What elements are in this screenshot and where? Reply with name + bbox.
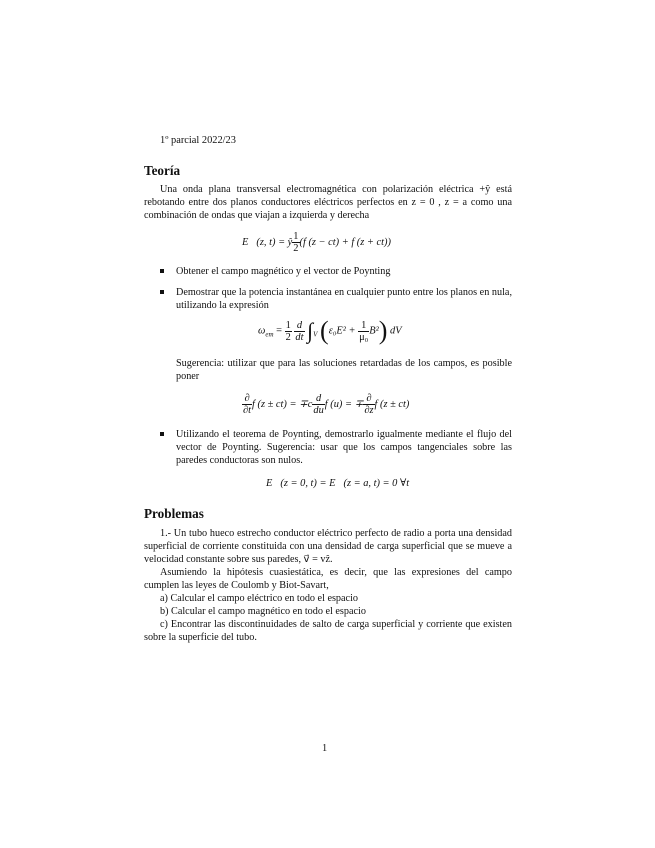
problem-1-statement: 1.- Un tubo hueco estrecho conductor eléctrico perfecto de radio a porta una densidad superficial de corriente constituida con una densidad de carga superficial que se mueve a velocidad constante sobre sus paredes, v⃗ = vẑ. [144,528,512,565]
bullet-item-3: Utilizando el teorema de Poynting, demostrarlo igualmente mediante el flujo del vector de Poynting. Sugerencia: usar que los campos tangenciales sobre las paredes conductoras son nulos. [160,428,512,467]
bullet-item-1: Obtener el campo magnético y el vector de Poynting [160,265,512,278]
equation-boundary: E⃗(z = 0, t) = E⃗(z = a, t) = 0 ∀t [266,478,410,489]
eq1-rhs: (f (z − ct) + f (z + ct)) [299,236,391,248]
equation-field-e [242,231,391,254]
equation-energy: $\omega_{em}$ = $\frac{1}{2}$ $\frac{d}{dt}$ $\int_V$ (ε₀E² + $\frac{1}{\text{μ₀}}$ B²) dV [258,316,402,345]
problem-1-item-b: b) Calcular el campo magnético en todo el espacio [160,606,366,617]
problem-1 [144,527,512,644]
problem-1-item-c: c) Encontrar las discontinuidades de salto de carga superficial y corriente que existen sobre la superficie del tubo. [144,619,512,643]
bullet-square-icon [160,290,164,294]
problem-1-assumption: Asumiendo la hipótesis cuasiestática, es decir, que las expresiones del campo cumplen las leyes de Coulomb y Biot-Savart, [144,567,512,591]
exam-header: 1º parcial 2022/23 [160,135,236,146]
bullet-square-icon [160,269,164,273]
bullet-item-2: Demostrar que la potencia instantánea en cualquier punto entre los planos en nula, utilizando la expresión [160,286,512,312]
section-title-problems: Problemas [144,506,204,521]
page-number: 1 [322,743,328,754]
section-title-theory: Teoría [144,163,181,178]
eq1-lhs: E⃗(z, t) = ŷ [242,236,293,248]
theory-intro-text: Una onda plana transversal electromagnética con polarización eléctrica +ŷ está rebotando entre dos planos conductores eléctricos perfectos en z = 0 , z = a como una combinación de ondas que viajan a izquierda y derecha [144,184,512,221]
eq1-fraction: $\frac{1}{2}$ [293,231,299,254]
integral-symbol: ∫ [307,318,314,343]
bullet-square-icon [160,432,164,436]
theory-intro [144,183,512,222]
problem-1-item-a: a) Calcular el campo eléctrico en todo el espacio [160,593,358,604]
hint-paragraph: Sugerencia: utilizar que para las soluciones retardadas de los campos, es posible poner [176,358,512,382]
equation-derivative: $\frac{\partial}{\partial t}$ f (z ± ct) = ∓c $\frac{d}{du}$ f (u) = ∓ $\frac{\partial}{\partial z}$ f (z ± ct) [243,393,410,416]
